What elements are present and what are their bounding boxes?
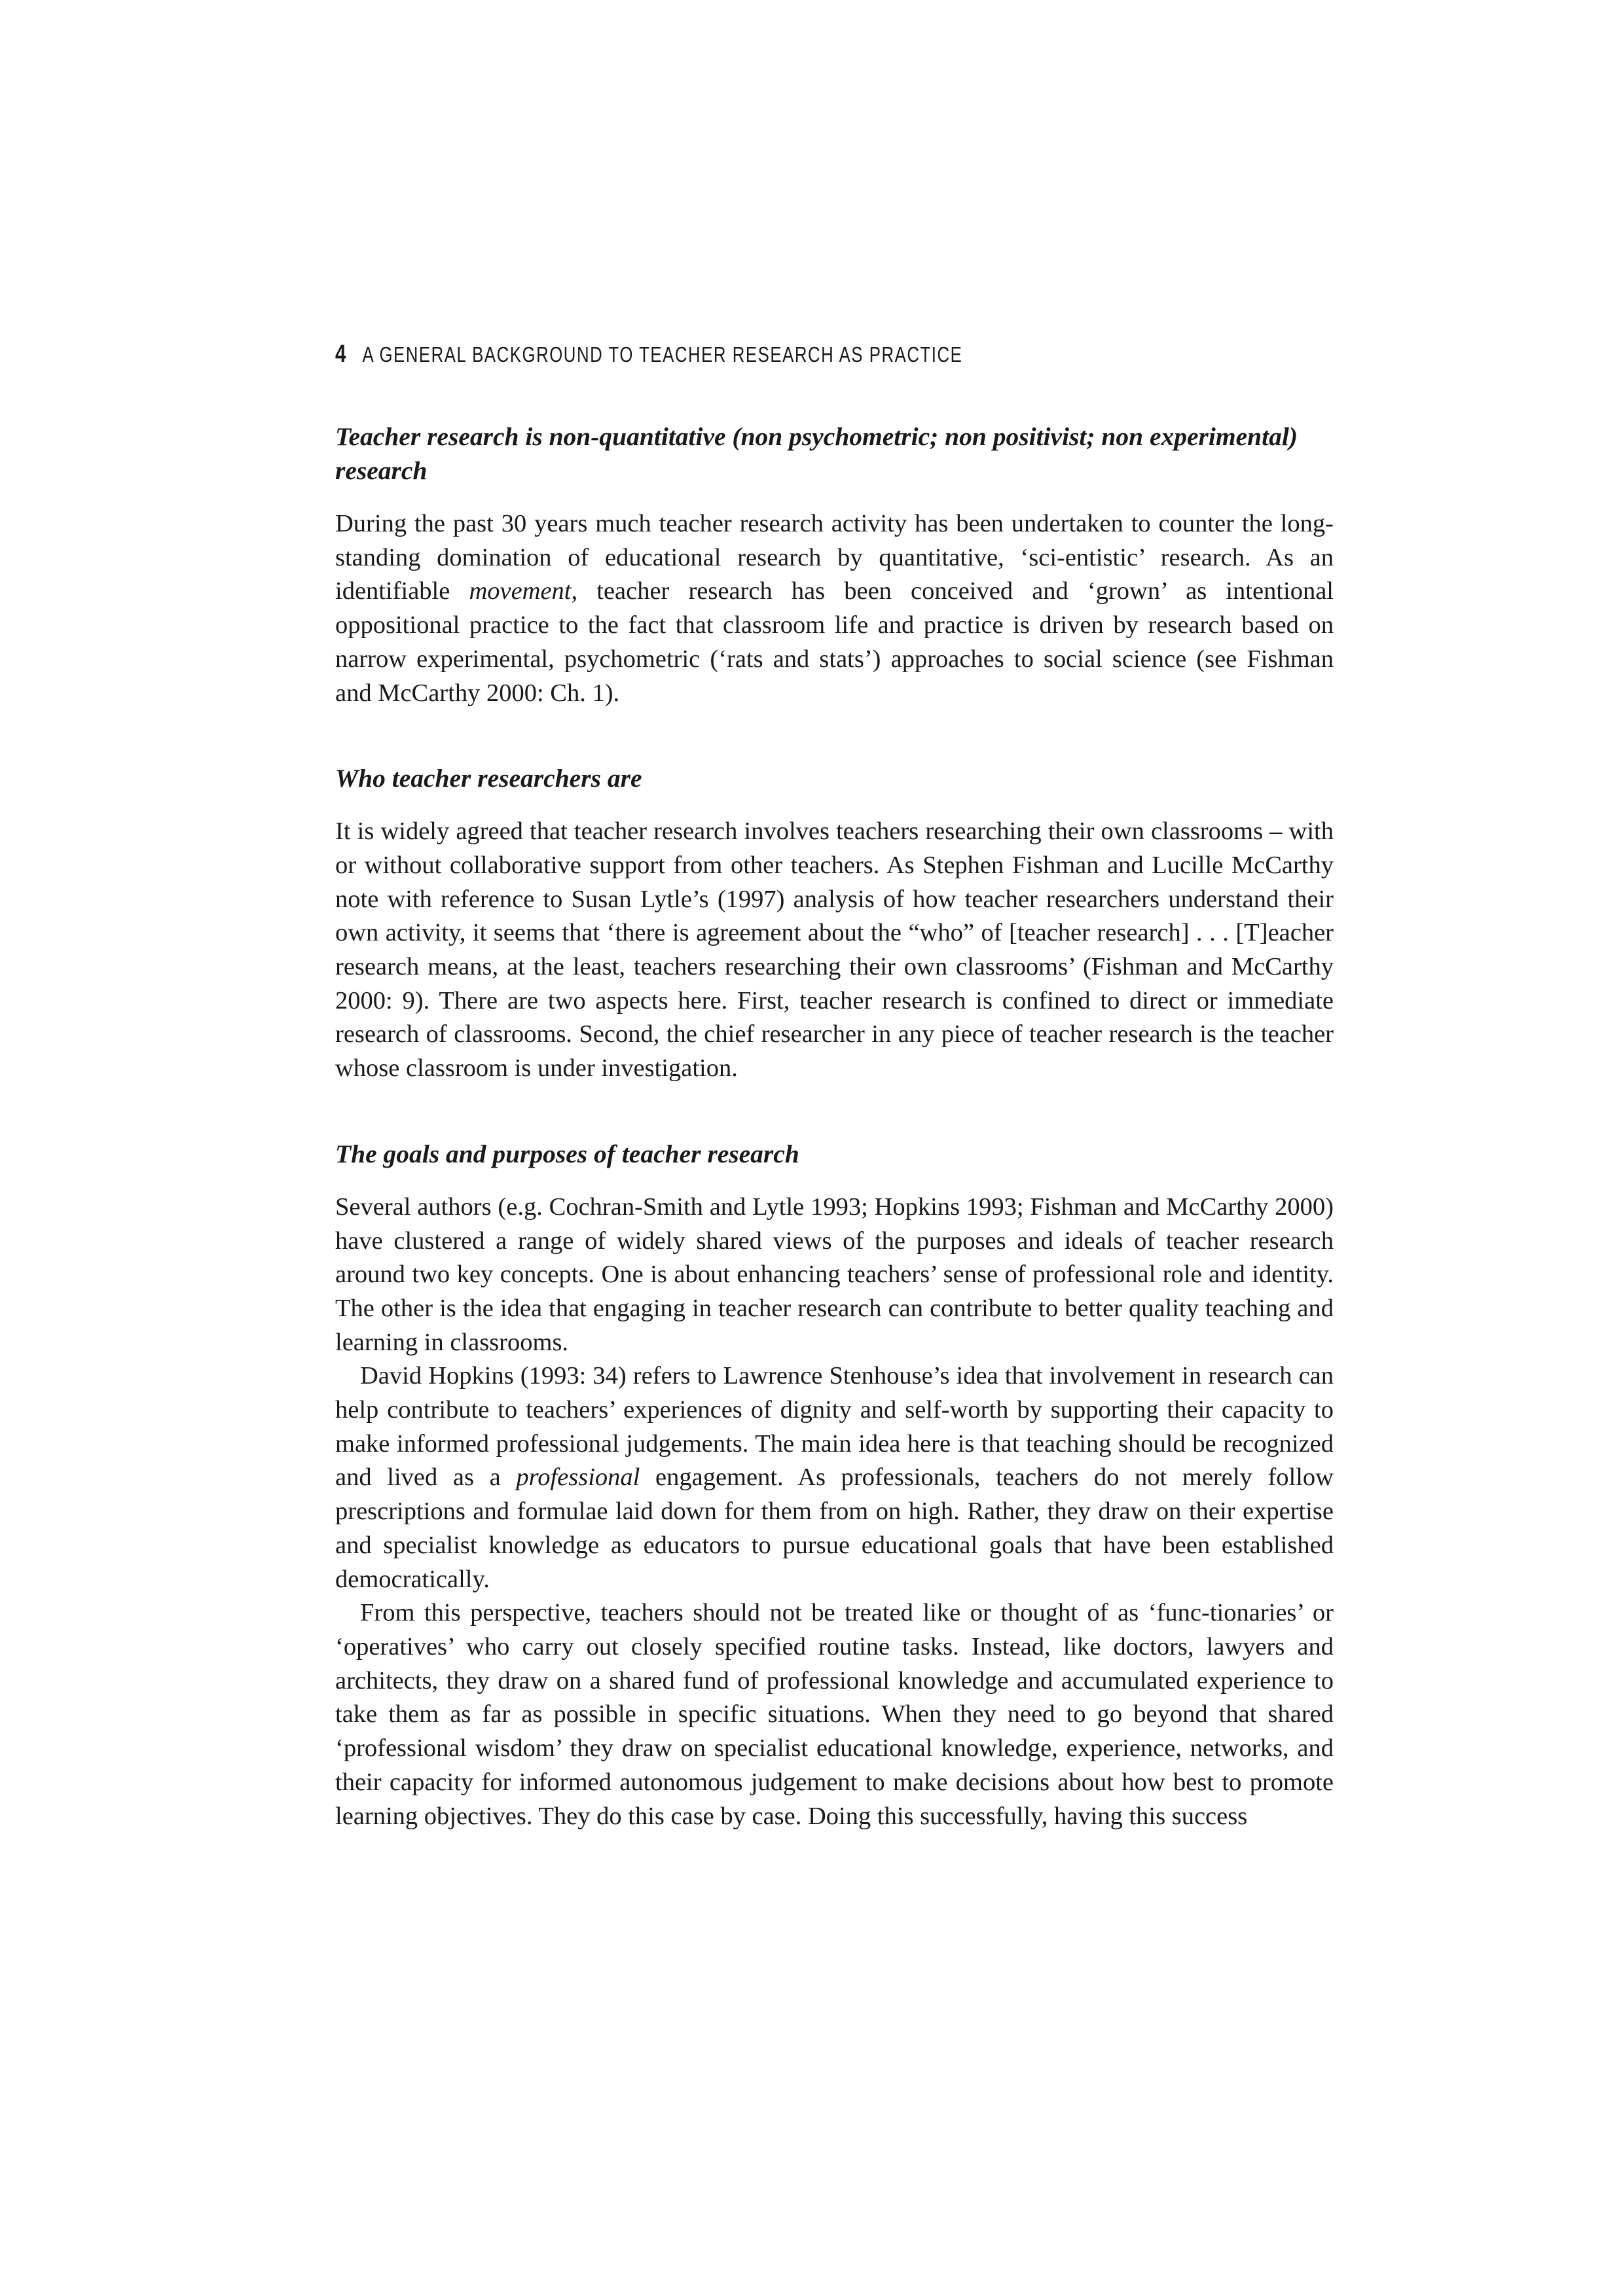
- paragraph-who: It is widely agreed that teacher research involves teachers researching their own classrooms – with or without collaborative support from other teachers. As Stephen Fishman and Lucille McCarthy note with reference to Susan Lytle’s (1997) analysis of how teacher researchers understand their own activity, it seems that ‘there is agreement about the “who” of [teacher research] . . . [T]eacher research means, at the least, teachers researching their own classrooms’ (Fishman and McCarthy 2000: 9). There are two aspects here. First, teacher research is confined to direct or immediate research of classrooms. Second, the chief researcher in any piece of teacher research is the teacher whose classroom is under investigation.: [335, 817, 1334, 1083]
- section-heading-goals: The goals and purposes of teacher research: [335, 1139, 799, 1168]
- section-heading-who: Who teacher researchers are: [335, 764, 642, 793]
- paragraph-goals-1: Several authors (e.g. Cochran-Smith and Lytle 1993; Hopkins 1993; Fishman and McCarthy 2000) have clustered a range of widely shared views of the purposes and ideals of teacher research around two key concepts. One is about enhancing teachers’ sense of professional role and identity. The other is the idea that engaging in teacher research can contribute to better quality teaching and learning in classrooms.: [335, 1193, 1334, 1356]
- emphasis-movement: movement: [469, 577, 572, 605]
- text-block: [335, 340, 1334, 1833]
- page-number: 4: [335, 340, 348, 368]
- paragraph-text: During the past 30 years much teacher research activity has been undertaken to counter the long-standing domination of educational research by quantitative, ‘sci-entistic’ research. As an identifiable: [335, 510, 1334, 605]
- paragraph-non-quantitative: [335, 507, 1334, 710]
- section-heading-non-quantitative: Teacher research is non-quantitative (non psychometric; non positivist; non experimental) research: [335, 422, 1298, 485]
- emphasis-professional: professional: [516, 1463, 640, 1492]
- running-head-title: A GENERAL BACKGROUND TO TEACHER RESEARCH AS PRACTICE: [362, 342, 963, 367]
- paragraph-text: engagement. As professionals, teachers do not merely follow prescriptions and formulae laid down for them from on high. Rather, they draw on their expertise and specialist knowledge as educators to pursue educational goals that have been established democratically.: [335, 1463, 1334, 1593]
- paragraph-text: David Hopkins (1993: 34) refers to Lawrence Stenhouse’s idea that involvement in research can help contribute to teachers’ experiences of dignity and self-worth by supporting their capacity to make informed professional judgements. The main idea here is that teaching should be recognized and lived as a: [335, 1362, 1334, 1492]
- paragraph-goals-3: From this perspective, teachers should not be treated like or thought of as ‘func-tionaries’ or ‘operatives’ who carry out closely specified routine tasks. Instead, like doctors, lawyers and architects, they draw on a shared fund of professional knowledge and accumulated experience to take them as far as possible in specific situations. When they need to go beyond that shared ‘professional wisdom’ they draw on specialist educational knowledge, experience, networks, and their capacity for informed autonomous judgement to make decisions about how best to promote learning objectives. They do this case by case. Doing this successfully, having this success: [335, 1599, 1334, 1830]
- paragraph-text: , teacher research has been conceived and ‘grown’ as intentional oppositional practice to the fact that classroom life and practice is driven by research based on narrow experimental, psychometric (‘rats and stats’) approaches to social science (see Fishman and McCarthy 2000: Ch. 1).: [335, 577, 1334, 707]
- paragraph-goals-2: [335, 1359, 1334, 1596]
- running-head: [335, 340, 1114, 368]
